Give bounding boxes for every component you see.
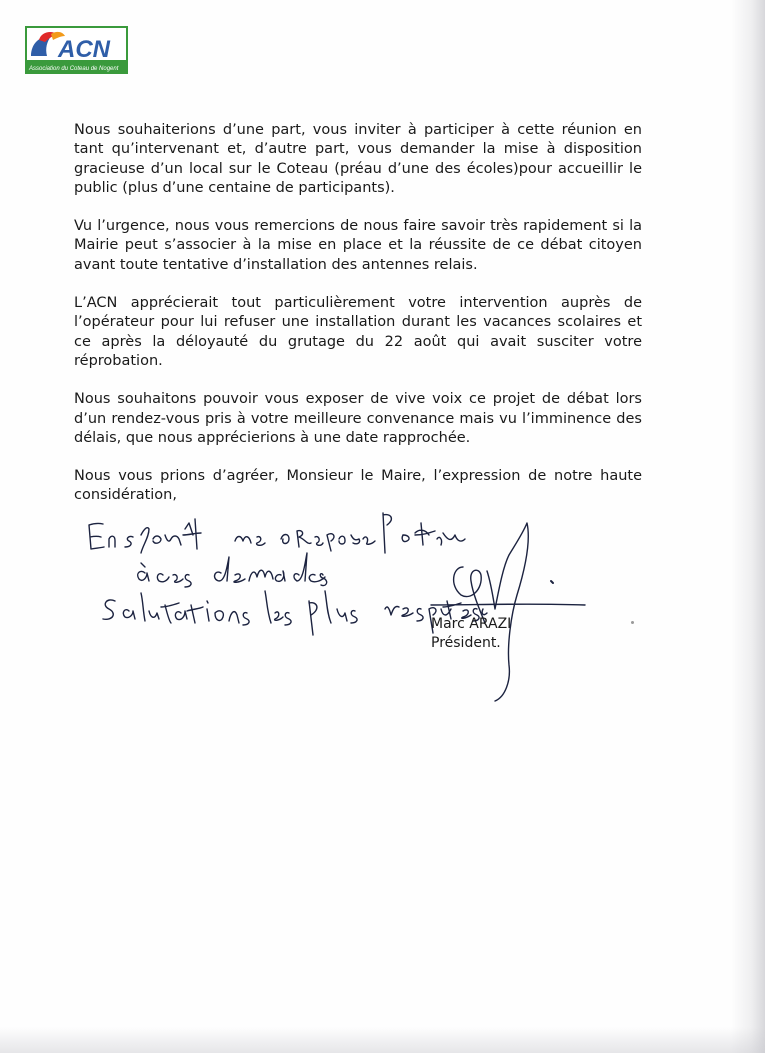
paragraph-intervention: L’ACN apprécierait tout particulièrement votre intervention auprès de l’opérateur pour lui refuser une installation durant les vacances scolaires et ce après la déloyauté du grutage du 22 août qui avait susciter votre réprobation. — [74, 295, 642, 369]
scan-speck — [631, 621, 634, 624]
paragraph-meeting: Nous souhaitons pouvoir vous exposer de vive voix ce projet de débat lors d’un rendez-vous pris à votre meilleure convenance mais vu l’imminence des délais, que nous apprécierions à une date rapprochée. — [74, 391, 642, 446]
scan-edge-bottom — [0, 1027, 765, 1053]
svg-text:Association du Coteau de Nogen: Association du Coteau de Nogent — [29, 66, 119, 72]
scan-edge-shadow — [731, 0, 765, 1053]
paragraph-closing: Nous vous prions d’agréer, Monsieur le Maire, l’expression de notre haute considération, — [74, 468, 642, 504]
paragraph-invitation: Nous souhaiterions d’une part, vous inviter à participer à cette réunion en tant qu’intervenant et, d’autre part, vous demander la mise à disposition gracieuse d’un local sur le Coteau (préau d’une des écoles)pour accueillir le public (plus d’une centaine de participants). — [74, 122, 642, 196]
signatory-name: Marc ARAZI — [431, 616, 512, 632]
acn-logo — [25, 26, 128, 74]
signature-block — [431, 615, 511, 653]
svg-text:ACN: ACN — [58, 36, 110, 63]
signatory-title: Président. — [431, 635, 501, 651]
handwritten-note — [85, 505, 595, 715]
paragraph-urgency: Vu l’urgence, nous vous remercions de nous faire savoir très rapidement si la Mairie peut s’associer à la mise en place et la réussite de ce débat citoyen avant toute tentative d’installation des antennes relais. — [74, 218, 642, 273]
letter-body — [74, 121, 642, 506]
